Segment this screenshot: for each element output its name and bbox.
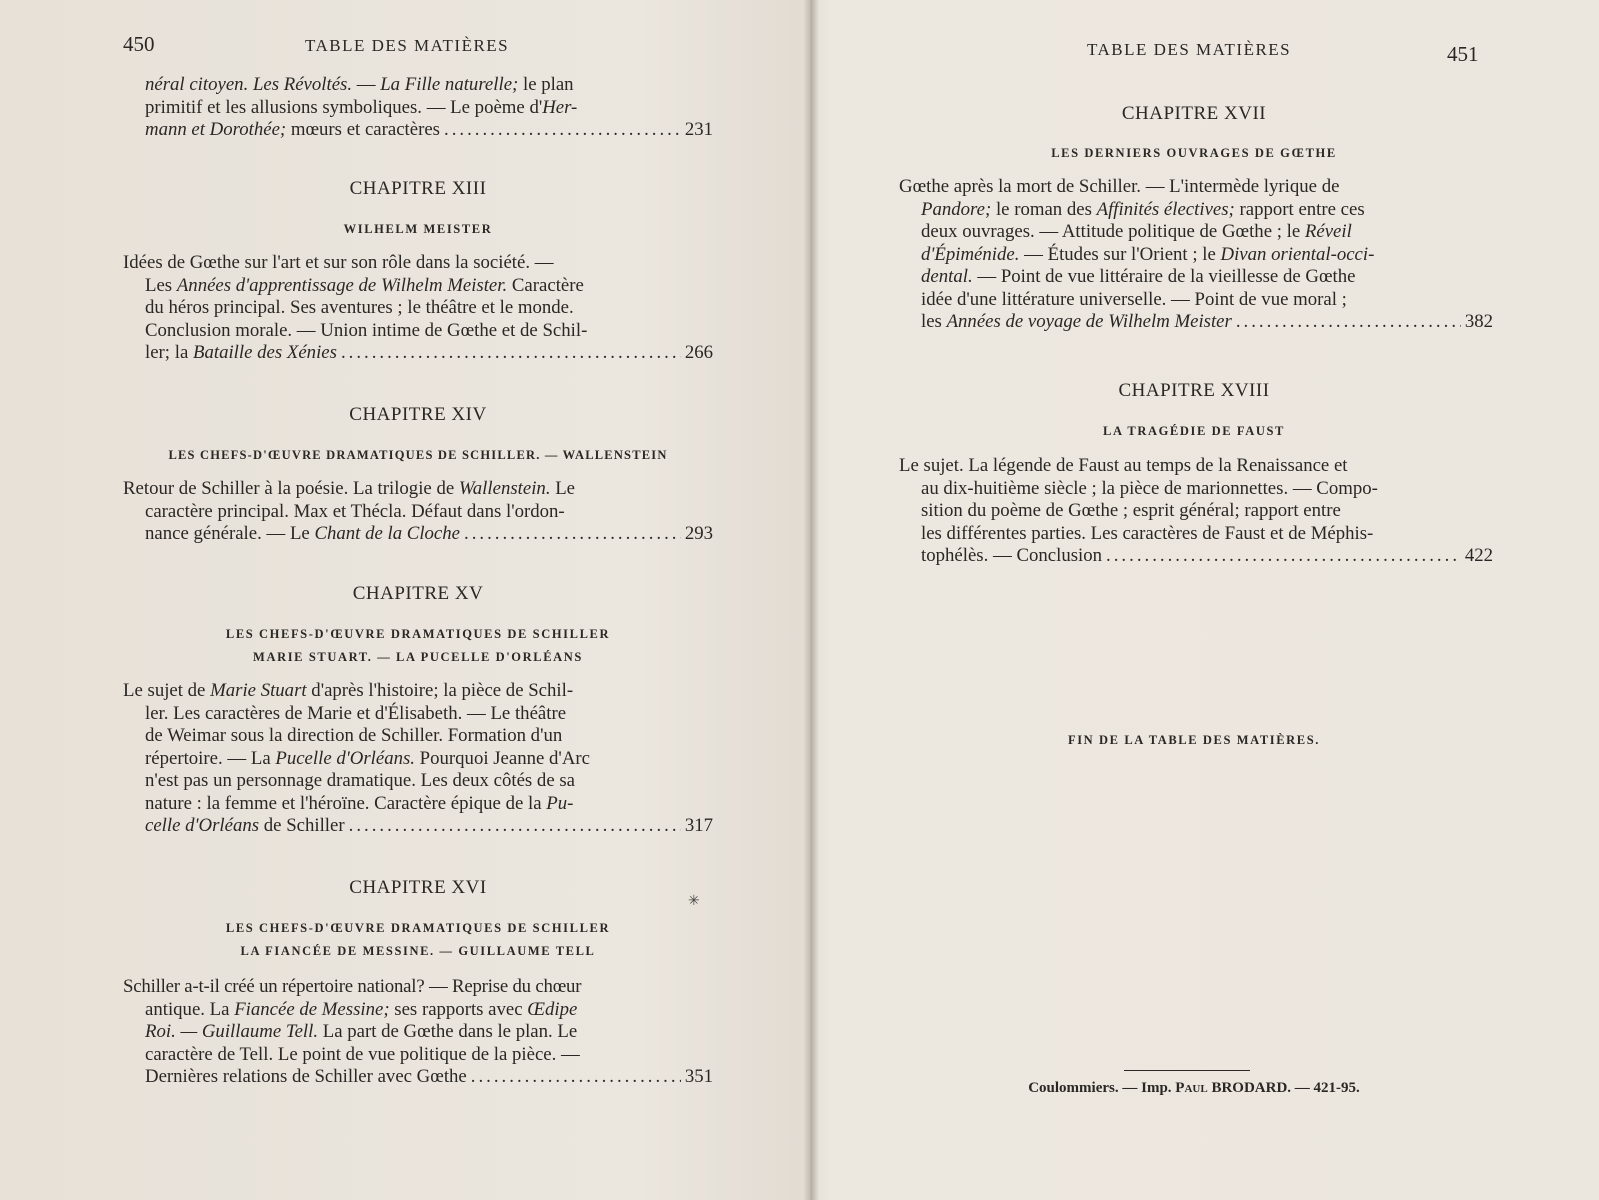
- text-span: Coulommiers. — Imp.: [1028, 1080, 1176, 1096]
- text-span: néral citoyen. Les Révoltés.: [145, 74, 353, 95]
- text-span: nance générale. — Le: [145, 523, 315, 544]
- chapter-title: CHAPITRE XV: [352, 583, 484, 604]
- toc-entry: [123, 478, 713, 546]
- text-span: Pandore;: [921, 198, 992, 220]
- text-span: Marie Stuart: [210, 680, 307, 701]
- toc-line: [145, 97, 713, 120]
- text-span: ses rapports avec: [389, 998, 528, 1020]
- toc-line: [145, 1021, 713, 1044]
- page-reference: 422: [1464, 545, 1493, 566]
- toc-line: de Weimar sous la direction de Schiller. Formation d'un: [145, 725, 563, 746]
- text-span: — Point de vue littéraire de la vieillesse de Gœthe: [972, 266, 1356, 287]
- chapter-subtitle: MARIE STUART. — LA PUCELLE D'ORLÉANS: [253, 650, 583, 664]
- toc-line: [145, 275, 713, 298]
- text-span: Roi. — Guillaume Tell.: [145, 1021, 319, 1042]
- text-span: mann et Dorothée;: [145, 119, 287, 140]
- text-span: Fiancée de Messine;: [234, 998, 390, 1020]
- toc-line: Le sujet. La légende de Faust au temps de la Renaissance et: [899, 455, 1348, 476]
- toc-line: n'est pas un personnage dramatique. Les deux côtés de sa: [145, 770, 575, 791]
- book-gutter: [803, 0, 819, 1200]
- chapter-subtitle: WILHELM MEISTER: [343, 222, 493, 236]
- text-span: Chant de la Cloche: [314, 523, 460, 544]
- text-span: dental.: [921, 266, 973, 287]
- text-span: Dernières relations de Schiller avec Gœthe: [145, 1066, 467, 1087]
- text-span: deux ouvrages. — Attitude politique de Gœthe ; le: [921, 221, 1305, 242]
- text-span: — 421-95.: [1291, 1080, 1360, 1096]
- toc-entry: [123, 252, 713, 365]
- chapter-subtitle: LES CHEFS-D'ŒUVRE DRAMATIQUES DE SCHILLER: [225, 627, 611, 641]
- text-span: Caractère: [507, 274, 584, 296]
- text-span: Affinités électives;: [1096, 198, 1235, 220]
- running-head-left: TABLE DES MATIÈRES: [305, 36, 510, 55]
- text-span: Années d'apprentissage de Wilhelm Meister.: [176, 274, 508, 296]
- page-number-right: 451: [1447, 42, 1479, 66]
- toc-line: [145, 999, 713, 1022]
- page-reference: 293: [684, 523, 713, 544]
- text-span: celle d'Orléans: [145, 815, 260, 836]
- toc-line: [921, 221, 1493, 244]
- text-span: Pu-: [546, 792, 574, 814]
- imprint-rule: [1124, 1070, 1250, 1071]
- text-span: Bataille des Xénies: [192, 342, 337, 363]
- chapter-title: CHAPITRE XIII: [349, 178, 487, 199]
- toc-line: [123, 478, 713, 501]
- toc-line: les différentes parties. Les caractères de Faust et de Méphis-: [921, 522, 1374, 544]
- toc-entry: [123, 680, 713, 838]
- toc-line: Conclusion morale. — Union intime de Gœthe et de Schil-: [145, 319, 588, 341]
- text-span: — Études sur l'Orient ; le: [1019, 243, 1221, 265]
- text-span: Her-: [542, 96, 578, 118]
- text-span: le roman des: [991, 198, 1097, 220]
- toc-line-with-page: [145, 342, 713, 365]
- text-span: Les: [145, 274, 177, 296]
- toc-line-with-page: [921, 545, 1493, 568]
- toc-line-with-page: [145, 1066, 713, 1089]
- chapter-title: CHAPITRE XVII: [1121, 103, 1267, 124]
- text-span: La part de Gœthe dans le plan. Le: [318, 1021, 578, 1042]
- page-reference: 351: [684, 1066, 713, 1087]
- toc-entry-continuation: [123, 74, 713, 142]
- printer-imprint: [899, 1080, 1489, 1097]
- toc-line: Schiller a-t-il créé un répertoire national? — Reprise du chœur: [123, 976, 582, 997]
- toc-line-with-page: [145, 119, 713, 142]
- text-span: ler; la: [145, 342, 193, 363]
- toc-line: Idées de Gœthe sur l'art et sur son rôle dans la société. —: [123, 252, 554, 273]
- text-span: BRODARD.: [1207, 1080, 1292, 1096]
- leader-dots: [464, 523, 681, 546]
- text-span: rapport entre ces: [1234, 198, 1365, 220]
- end-of-table-note: FIN DE LA TABLE DES MATIÈRES.: [1067, 733, 1320, 747]
- toc-entry: [899, 455, 1493, 568]
- page-reference: 382: [1464, 311, 1493, 332]
- toc-line-with-page: [921, 311, 1493, 334]
- leader-dots: [1106, 545, 1461, 568]
- toc-line: caractère principal. Max et Thécla. Défaut dans l'ordon-: [145, 500, 565, 522]
- text-span: Wallenstein.: [458, 478, 551, 499]
- text-span: Le: [550, 478, 576, 499]
- text-span: Paul: [1175, 1080, 1208, 1096]
- text-span: Pourquoi Jeanne d'Arc: [414, 747, 590, 769]
- text-span: mœurs et caractères: [286, 119, 440, 140]
- chapter-subtitle: LES CHEFS-D'ŒUVRE DRAMATIQUES DE SCHILLER: [225, 921, 611, 935]
- toc-line: du héros principal. Ses aventures ; le théâtre et le monde.: [145, 297, 574, 318]
- toc-line: [145, 74, 713, 97]
- chapter-subtitle: LES DERNIERS OUVRAGES DE GŒTHE: [1051, 146, 1337, 160]
- text-span: répertoire. — La: [145, 747, 276, 769]
- chapter-title: CHAPITRE XVI: [349, 877, 487, 898]
- leader-dots: [341, 342, 681, 365]
- text-span: Le sujet de: [123, 680, 211, 701]
- toc-line: idée d'une littérature universelle. — Point de vue moral ;: [921, 288, 1347, 310]
- chapter-subtitle: LES CHEFS-D'ŒUVRE DRAMATIQUES DE SCHILLER. — WALLENSTEIN: [168, 448, 668, 462]
- text-span: tophélès. — Conclusion: [921, 545, 1103, 566]
- text-span: les: [921, 311, 947, 332]
- page-reference: 317: [684, 815, 713, 836]
- text-span: Années de voyage de Wilhelm Meister: [946, 311, 1232, 332]
- chapter-title: CHAPITRE XVIII: [1118, 380, 1270, 401]
- ink-speck: ✳: [688, 893, 700, 909]
- text-span: antique. La: [145, 998, 235, 1020]
- running-head-right: TABLE DES MATIÈRES: [1087, 40, 1292, 59]
- leader-dots: [471, 1066, 681, 1089]
- toc-line: [921, 199, 1493, 222]
- toc-entry: [899, 176, 1493, 334]
- text-span: Divan oriental-occi-: [1220, 243, 1375, 265]
- toc-line: ler. Les caractères de Marie et d'Élisabeth. — Le théâtre: [145, 702, 567, 724]
- leader-dots: [349, 815, 681, 838]
- toc-line: [123, 680, 713, 703]
- toc-line: [921, 266, 1493, 289]
- chapter-subtitle: LA FIANCÉE DE MESSINE. — GUILLAUME TELL: [240, 944, 596, 958]
- toc-line: caractère de Tell. Le point de vue politique de la pièce. —: [145, 1043, 580, 1065]
- toc-line-with-page: [145, 523, 713, 546]
- page-reference: 231: [684, 119, 713, 140]
- leader-dots: [1236, 311, 1461, 334]
- text-span: La Fille naturelle;: [380, 74, 519, 95]
- text-span: Retour de Schiller à la poésie. La trilogie de: [123, 478, 459, 499]
- toc-line: au dix-huitième siècle ; la pièce de marionnettes. — Compo-: [921, 477, 1378, 499]
- right-page: [819, 0, 1599, 1200]
- toc-line: sition du poème de Gœthe ; esprit général; rapport entre: [921, 500, 1341, 521]
- text-span: de Schiller: [259, 815, 345, 836]
- toc-line: [145, 793, 713, 816]
- text-span: Pucelle d'Orléans.: [275, 747, 415, 769]
- text-span: le plan: [518, 74, 574, 95]
- chapter-title: CHAPITRE XIV: [349, 404, 487, 425]
- text-span: primitif et les allusions symboliques. — Le poème d': [145, 96, 543, 118]
- toc-line: Gœthe après la mort de Schiller. — L'intermède lyrique de: [899, 176, 1340, 197]
- page-number-left: 450: [123, 32, 155, 56]
- chapter-subtitle: LA TRAGÉDIE DE FAUST: [1103, 424, 1285, 438]
- toc-line: [921, 244, 1493, 267]
- text-span: nature : la femme et l'héroïne. Caractère épique de la: [145, 792, 547, 814]
- text-span: Réveil: [1304, 221, 1352, 242]
- text-span: d'Épiménide.: [921, 243, 1020, 265]
- toc-line: [145, 748, 713, 771]
- leader-dots: [444, 119, 681, 142]
- toc-line-with-page: [145, 815, 713, 838]
- page-reference: 266: [684, 342, 713, 363]
- toc-entry: [123, 976, 713, 1089]
- text-span: Œdipe: [527, 998, 578, 1020]
- text-span: —: [352, 74, 381, 95]
- text-span: d'après l'histoire; la pièce de Schil-: [306, 680, 574, 701]
